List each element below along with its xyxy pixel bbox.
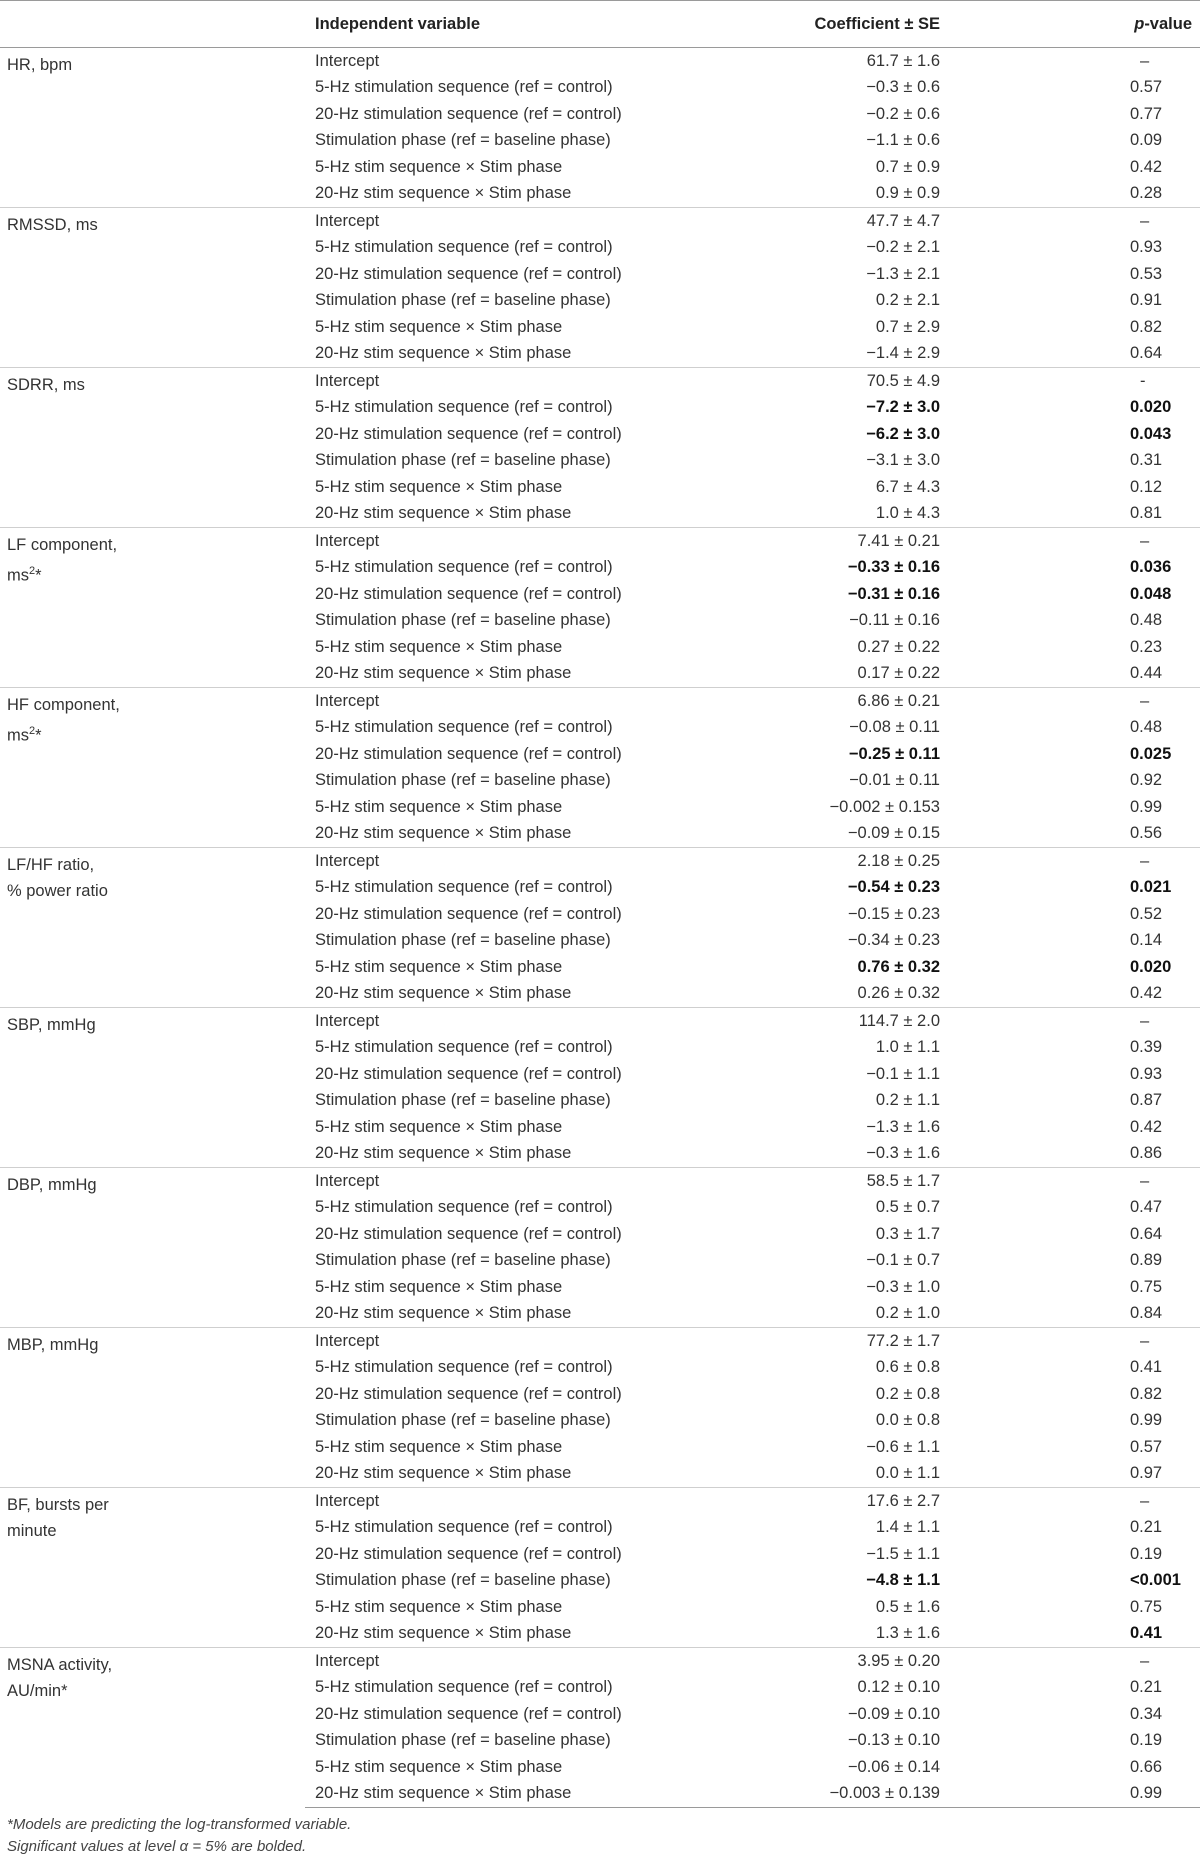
dependent-variable-label bbox=[0, 528, 305, 688]
p-value-cell: 0.048 bbox=[1130, 584, 1172, 603]
independent-variable-cell: Intercept bbox=[305, 1008, 800, 1035]
p-value-cell: 0.99 bbox=[940, 1781, 1200, 1808]
independent-variable-cell: Intercept bbox=[305, 1168, 800, 1195]
footnote-log-transform: *Models are predicting the log-transformed variable. bbox=[7, 1816, 352, 1833]
table-header bbox=[0, 1, 1200, 48]
coefficient-cell: 0.9 ± 0.9 bbox=[875, 184, 940, 203]
p-value-cell: 0.31 bbox=[1130, 451, 1163, 470]
p-value-cell: 0.28 bbox=[1130, 184, 1163, 203]
p-value-cell: – bbox=[940, 1328, 1200, 1355]
table-row bbox=[0, 1488, 1200, 1515]
p-value-cell: – bbox=[940, 848, 1200, 875]
coefficient-cell: 114.7 ± 2.0 bbox=[800, 1008, 940, 1035]
independent-variable-cell: Stimulation phase (ref = baseline phase) bbox=[315, 291, 611, 310]
dependent-variable-line1: RMSSD, ms bbox=[7, 216, 98, 234]
dependent-variable-line2 bbox=[7, 1518, 305, 1544]
p-value-cell: 0.036 bbox=[1130, 558, 1172, 577]
independent-variable-cell: 20-Hz stimulation sequence (ref = control) bbox=[315, 904, 622, 923]
coefficient-cell: −0.09 ± 0.15 bbox=[847, 824, 940, 843]
coefficient-cell: −1.1 ± 0.6 bbox=[866, 131, 940, 150]
dependent-variable-label bbox=[0, 1488, 305, 1648]
dependent-variable-line1: HR, bpm bbox=[7, 56, 73, 74]
p-value-cell: – bbox=[940, 528, 1200, 555]
p-value-cell: 0.42 bbox=[1130, 984, 1163, 1003]
coefficient-cell: 0.6 ± 0.8 bbox=[875, 1358, 940, 1377]
coefficient-cell: 70.5 ± 4.9 bbox=[800, 368, 940, 395]
independent-variable-cell: Intercept bbox=[305, 528, 800, 555]
coefficient-cell: −0.2 ± 2.1 bbox=[866, 238, 940, 257]
dependent-variable-label bbox=[0, 48, 305, 208]
independent-variable-cell: 5-Hz stim sequence × Stim phase bbox=[315, 1757, 563, 1776]
coefficient-cell: 1.0 ± 4.3 bbox=[875, 504, 940, 523]
independent-variable-cell: 20-Hz stim sequence × Stim phase bbox=[305, 1781, 800, 1808]
coefficient-cell: −0.33 ± 0.16 bbox=[847, 558, 940, 577]
p-value-cell: 0.41 bbox=[1130, 1358, 1163, 1377]
dependent-variable-label bbox=[0, 1008, 305, 1168]
p-value-cell: 0.09 bbox=[1130, 131, 1163, 150]
independent-variable-cell: Intercept bbox=[305, 48, 800, 75]
p-value-cell: 0.82 bbox=[1130, 1384, 1163, 1403]
p-value-cell: 0.97 bbox=[1130, 1464, 1163, 1483]
p-value-cell: 0.77 bbox=[1130, 104, 1163, 123]
coefficient-header: Coefficient ± SE bbox=[800, 1, 940, 48]
coefficient-cell: 61.7 ± 1.6 bbox=[800, 48, 940, 75]
p-value-cell: 0.021 bbox=[1130, 878, 1172, 897]
table-row bbox=[0, 1008, 1200, 1035]
table-row bbox=[0, 1168, 1200, 1195]
p-value-cell: 0.84 bbox=[1130, 1304, 1163, 1323]
dependent-variable-label bbox=[0, 1168, 305, 1328]
coefficient-cell: −0.31 ± 0.16 bbox=[847, 584, 940, 603]
independent-variable-cell: 20-Hz stimulation sequence (ref = control) bbox=[315, 1224, 622, 1243]
coefficient-cell: −0.15 ± 0.23 bbox=[847, 904, 940, 923]
independent-variable-cell: 5-Hz stimulation sequence (ref = control) bbox=[315, 558, 613, 577]
independent-variable-cell: 5-Hz stimulation sequence (ref = control) bbox=[315, 1198, 613, 1217]
table-row bbox=[0, 1648, 1200, 1675]
coefficient-cell: 0.5 ± 1.6 bbox=[875, 1597, 940, 1616]
coefficient-cell: 0.5 ± 0.7 bbox=[875, 1198, 940, 1217]
coefficient-cell: −3.1 ± 3.0 bbox=[866, 451, 940, 470]
p-value-cell: 0.52 bbox=[1130, 904, 1163, 923]
coefficient-cell: 0.27 ± 0.22 bbox=[857, 637, 940, 656]
table-row bbox=[0, 208, 1200, 235]
independent-variable-cell: 20-Hz stim sequence × Stim phase bbox=[315, 984, 572, 1003]
independent-variable-cell: 20-Hz stim sequence × Stim phase bbox=[315, 184, 572, 203]
p-value-cell: 0.66 bbox=[1130, 1757, 1163, 1776]
p-value-cell: 0.56 bbox=[1130, 824, 1163, 843]
independent-variable-cell: Stimulation phase (ref = baseline phase) bbox=[315, 1411, 611, 1430]
independent-variable-cell: 20-Hz stimulation sequence (ref = control) bbox=[315, 1384, 622, 1403]
independent-variable-cell: Stimulation phase (ref = baseline phase) bbox=[315, 771, 611, 790]
coefficient-cell: −0.6 ± 1.1 bbox=[866, 1437, 940, 1456]
coefficient-cell: 0.7 ± 2.9 bbox=[875, 317, 940, 336]
dependent-variable-unit: ms bbox=[7, 566, 29, 585]
independent-variable-cell: 20-Hz stim sequence × Stim phase bbox=[315, 664, 572, 683]
independent-variable-cell: 5-Hz stim sequence × Stim phase bbox=[315, 957, 563, 976]
dependent-variable-label bbox=[0, 208, 305, 368]
p-value-cell: 0.020 bbox=[1130, 957, 1172, 976]
independent-variable-cell: 20-Hz stim sequence × Stim phase bbox=[315, 1304, 572, 1323]
coefficient-cell: 1.4 ± 1.1 bbox=[875, 1518, 940, 1537]
independent-variable-cell: Stimulation phase (ref = baseline phase) bbox=[315, 931, 611, 950]
dependent-variable-unit: AU/min* bbox=[7, 1682, 68, 1700]
independent-variable-cell: 5-Hz stimulation sequence (ref = control) bbox=[315, 1038, 613, 1057]
dependent-variable-line1: LF component, bbox=[7, 536, 118, 554]
independent-variable-cell: 5-Hz stim sequence × Stim phase bbox=[315, 1117, 563, 1136]
independent-variable-cell: 20-Hz stimulation sequence (ref = control) bbox=[315, 264, 622, 283]
coefficient-cell: 0.26 ± 0.32 bbox=[857, 984, 940, 1003]
p-value-cell: 0.93 bbox=[1130, 238, 1163, 257]
independent-variable-cell: 5-Hz stimulation sequence (ref = control) bbox=[315, 78, 613, 97]
coefficient-cell: 0.2 ± 2.1 bbox=[875, 291, 940, 310]
dependent-variable-line2 bbox=[7, 558, 305, 589]
coefficient-cell: 0.2 ± 1.1 bbox=[875, 1091, 940, 1110]
coefficient-cell: −1.3 ± 2.1 bbox=[866, 264, 940, 283]
independent-variable-cell: Intercept bbox=[305, 688, 800, 715]
p-value-cell: 0.82 bbox=[1130, 317, 1163, 336]
unit-asterisk: * bbox=[35, 566, 42, 585]
header-row bbox=[0, 1, 1200, 48]
p-value-cell: 0.75 bbox=[1130, 1277, 1163, 1296]
dependent-variable-line1: SDRR, ms bbox=[7, 376, 85, 394]
p-value-cell: 0.34 bbox=[1130, 1704, 1163, 1723]
dependent-variable-unit: minute bbox=[7, 1522, 57, 1540]
dependent-variable-label bbox=[0, 1648, 305, 1808]
coefficient-cell: 6.86 ± 0.21 bbox=[800, 688, 940, 715]
coefficient-cell: −0.08 ± 0.11 bbox=[849, 718, 940, 737]
p-value-header-suffix: -value bbox=[1144, 14, 1192, 33]
coefficient-cell: −0.3 ± 1.6 bbox=[866, 1144, 940, 1163]
table-row bbox=[0, 368, 1200, 395]
dependent-variable-unit: % power ratio bbox=[7, 882, 108, 900]
table-row bbox=[0, 1328, 1200, 1355]
unit-superscript: 2 bbox=[29, 725, 36, 737]
coefficient-cell: 47.7 ± 4.7 bbox=[800, 208, 940, 235]
table-row bbox=[0, 848, 1200, 875]
independent-variable-cell: 5-Hz stim sequence × Stim phase bbox=[315, 477, 563, 496]
table-row bbox=[0, 528, 1200, 555]
independent-variable-cell: 5-Hz stimulation sequence (ref = control) bbox=[315, 878, 613, 897]
coefficient-cell: 0.12 ± 0.10 bbox=[857, 1678, 940, 1697]
coefficient-cell: 0.7 ± 0.9 bbox=[875, 157, 940, 176]
independent-variable-header: Independent variable bbox=[305, 1, 800, 48]
dependent-variable-label bbox=[0, 1328, 305, 1488]
independent-variable-cell: 5-Hz stim sequence × Stim phase bbox=[315, 1597, 563, 1616]
coefficient-cell: −0.2 ± 0.6 bbox=[866, 104, 940, 123]
dependent-variable-line1: BF, bursts per bbox=[7, 1496, 109, 1514]
coefficient-cell: −0.25 ± 0.11 bbox=[848, 744, 940, 763]
p-value-cell: 0.87 bbox=[1130, 1091, 1163, 1110]
independent-variable-cell: 5-Hz stim sequence × Stim phase bbox=[315, 157, 563, 176]
dependent-variable-line1: DBP, mmHg bbox=[7, 1176, 97, 1194]
p-value-cell: 0.48 bbox=[1130, 611, 1163, 630]
table-body bbox=[0, 48, 1200, 1808]
coefficient-cell: −0.01 ± 0.11 bbox=[849, 771, 940, 790]
independent-variable-cell: 5-Hz stimulation sequence (ref = control) bbox=[315, 238, 613, 257]
independent-variable-cell: 20-Hz stimulation sequence (ref = control) bbox=[315, 1544, 622, 1563]
unit-superscript: 2 bbox=[29, 565, 36, 577]
independent-variable-cell: 20-Hz stimulation sequence (ref = control) bbox=[315, 104, 622, 123]
p-value-cell: 0.23 bbox=[1130, 637, 1163, 656]
p-value-cell: 0.64 bbox=[1130, 1224, 1163, 1243]
independent-variable-cell: Stimulation phase (ref = baseline phase) bbox=[315, 131, 611, 150]
p-value-cell: – bbox=[940, 48, 1200, 75]
p-value-cell: 0.39 bbox=[1130, 1038, 1163, 1057]
independent-variable-cell: Stimulation phase (ref = baseline phase) bbox=[315, 1091, 611, 1110]
coefficient-cell: −0.09 ± 0.10 bbox=[847, 1704, 940, 1723]
independent-variable-cell: 20-Hz stim sequence × Stim phase bbox=[315, 1624, 572, 1643]
unit-asterisk: * bbox=[35, 726, 42, 745]
independent-variable-cell: 5-Hz stim sequence × Stim phase bbox=[315, 637, 563, 656]
independent-variable-cell: Intercept bbox=[305, 208, 800, 235]
independent-variable-cell: Intercept bbox=[305, 848, 800, 875]
independent-variable-cell: Stimulation phase (ref = baseline phase) bbox=[315, 1251, 611, 1270]
independent-variable-cell: Intercept bbox=[305, 1328, 800, 1355]
independent-variable-cell: 20-Hz stimulation sequence (ref = control) bbox=[315, 424, 622, 443]
p-value-cell: 0.93 bbox=[1130, 1064, 1163, 1083]
coefficient-cell: −1.4 ± 2.9 bbox=[866, 344, 940, 363]
independent-variable-cell: 5-Hz stimulation sequence (ref = control) bbox=[315, 1358, 613, 1377]
coefficient-cell: −0.54 ± 0.23 bbox=[847, 878, 940, 897]
p-value-cell: 0.99 bbox=[1130, 1411, 1163, 1430]
p-value-cell: 0.12 bbox=[1130, 477, 1163, 496]
coefficient-cell: 1.3 ± 1.6 bbox=[875, 1624, 940, 1643]
p-value-cell: <0.001 bbox=[1130, 1571, 1181, 1590]
coefficient-cell: 0.17 ± 0.22 bbox=[857, 664, 940, 683]
independent-variable-cell: Stimulation phase (ref = baseline phase) bbox=[315, 1571, 611, 1590]
dependent-variable-line1: SBP, mmHg bbox=[7, 1016, 96, 1034]
p-value-cell: 0.41 bbox=[1130, 1624, 1163, 1643]
coefficient-cell: −6.2 ± 3.0 bbox=[866, 424, 940, 443]
independent-variable-cell: 5-Hz stim sequence × Stim phase bbox=[315, 317, 563, 336]
p-value-cell: - bbox=[940, 368, 1200, 395]
independent-variable-cell: Stimulation phase (ref = baseline phase) bbox=[315, 611, 611, 630]
coefficient-cell: 3.95 ± 0.20 bbox=[800, 1648, 940, 1675]
coefficient-cell: −1.5 ± 1.1 bbox=[866, 1544, 940, 1563]
p-value-cell: 0.020 bbox=[1130, 398, 1172, 417]
independent-variable-cell: 20-Hz stim sequence × Stim phase bbox=[315, 1464, 572, 1483]
coefficient-cell: −0.13 ± 0.10 bbox=[847, 1731, 940, 1750]
dependent-variable-line1: MSNA activity, bbox=[7, 1656, 113, 1674]
coefficient-cell: 6.7 ± 4.3 bbox=[875, 477, 940, 496]
p-value-cell: 0.21 bbox=[1130, 1678, 1163, 1697]
coefficient-cell: 17.6 ± 2.7 bbox=[800, 1488, 940, 1515]
p-value-cell: 0.75 bbox=[1130, 1597, 1163, 1616]
independent-variable-cell: 20-Hz stim sequence × Stim phase bbox=[315, 824, 572, 843]
coefficient-cell: 77.2 ± 1.7 bbox=[800, 1328, 940, 1355]
independent-variable-cell: 5-Hz stimulation sequence (ref = control) bbox=[315, 1678, 613, 1697]
p-value-cell: 0.53 bbox=[1130, 264, 1163, 283]
p-value-cell: 0.48 bbox=[1130, 718, 1163, 737]
dependent-variable-label bbox=[0, 688, 305, 848]
coefficient-cell: 0.2 ± 1.0 bbox=[875, 1304, 940, 1323]
independent-variable-cell: Intercept bbox=[305, 368, 800, 395]
independent-variable-cell: 20-Hz stim sequence × Stim phase bbox=[315, 1144, 572, 1163]
independent-variable-cell: 5-Hz stim sequence × Stim phase bbox=[315, 1277, 563, 1296]
dependent-variable-line2 bbox=[7, 878, 305, 904]
coefficient-cell: −0.06 ± 0.14 bbox=[847, 1757, 940, 1776]
independent-variable-cell: 20-Hz stim sequence × Stim phase bbox=[315, 344, 572, 363]
dependent-variable-label bbox=[0, 368, 305, 528]
p-value-cell: 0.47 bbox=[1130, 1198, 1163, 1217]
table-row bbox=[0, 48, 1200, 75]
dependent-variable-line1: LF/HF ratio, bbox=[7, 856, 95, 874]
coefficient-cell: −4.8 ± 1.1 bbox=[866, 1571, 940, 1590]
coefficient-cell: 0.0 ± 1.1 bbox=[875, 1464, 940, 1483]
independent-variable-cell: Intercept bbox=[305, 1488, 800, 1515]
p-value-cell: – bbox=[940, 208, 1200, 235]
coefficient-cell: 2.18 ± 0.25 bbox=[800, 848, 940, 875]
p-value-cell: – bbox=[940, 1488, 1200, 1515]
independent-variable-cell: 5-Hz stimulation sequence (ref = control) bbox=[315, 1518, 613, 1537]
independent-variable-cell: 20-Hz stimulation sequence (ref = control) bbox=[315, 1064, 622, 1083]
coefficient-cell: 58.5 ± 1.7 bbox=[800, 1168, 940, 1195]
dependent-variable-line2 bbox=[7, 1678, 305, 1704]
p-value-cell: 0.89 bbox=[1130, 1251, 1163, 1270]
p-value-header-italic: p bbox=[1134, 14, 1145, 33]
coefficient-cell: 7.41 ± 0.21 bbox=[800, 528, 940, 555]
dependent-variable-label bbox=[0, 848, 305, 1008]
independent-variable-cell: Stimulation phase (ref = baseline phase) bbox=[315, 1731, 611, 1750]
coefficient-cell: −0.11 ± 0.16 bbox=[849, 611, 940, 630]
p-value-cell: 0.64 bbox=[1130, 344, 1163, 363]
independent-variable-cell: 5-Hz stim sequence × Stim phase bbox=[315, 797, 563, 816]
dependent-variable-line2 bbox=[7, 718, 305, 749]
table-footnotes bbox=[0, 1808, 1200, 1858]
coefficient-cell: 0.2 ± 0.8 bbox=[875, 1384, 940, 1403]
p-value-cell: 0.19 bbox=[1130, 1544, 1163, 1563]
p-value-cell: 0.14 bbox=[1130, 931, 1163, 950]
p-value-cell: 0.57 bbox=[1130, 78, 1163, 97]
p-value-cell: 0.42 bbox=[1130, 157, 1163, 176]
independent-variable-cell: 20-Hz stimulation sequence (ref = control) bbox=[315, 1704, 622, 1723]
coefficient-cell: 0.0 ± 0.8 bbox=[875, 1411, 940, 1430]
coefficient-cell: 0.76 ± 0.32 bbox=[857, 957, 940, 976]
p-value-cell: 0.92 bbox=[1130, 771, 1163, 790]
independent-variable-cell: Stimulation phase (ref = baseline phase) bbox=[315, 451, 611, 470]
p-value-header bbox=[940, 1, 1200, 48]
coefficient-cell: 0.3 ± 1.7 bbox=[875, 1224, 940, 1243]
coefficient-cell: −0.1 ± 0.7 bbox=[866, 1251, 940, 1270]
p-value-cell: 0.81 bbox=[1130, 504, 1163, 523]
p-value-cell: 0.44 bbox=[1130, 664, 1163, 683]
p-value-cell: – bbox=[940, 1648, 1200, 1675]
p-value-cell: 0.91 bbox=[1130, 291, 1163, 310]
independent-variable-cell: 5-Hz stimulation sequence (ref = control) bbox=[315, 398, 613, 417]
independent-variable-cell: 5-Hz stim sequence × Stim phase bbox=[315, 1437, 563, 1456]
dependent-variable-line1: HF component, bbox=[7, 696, 120, 714]
p-value-cell: 0.025 bbox=[1130, 744, 1172, 763]
p-value-cell: – bbox=[940, 688, 1200, 715]
p-value-cell: 0.043 bbox=[1130, 424, 1172, 443]
coefficient-cell: −0.3 ± 1.0 bbox=[866, 1277, 940, 1296]
coefficient-cell: −0.1 ± 1.1 bbox=[866, 1064, 940, 1083]
p-value-cell: 0.19 bbox=[1130, 1731, 1163, 1750]
coefficient-cell: −7.2 ± 3.0 bbox=[866, 398, 940, 417]
independent-variable-cell: Intercept bbox=[305, 1648, 800, 1675]
independent-variable-cell: 20-Hz stimulation sequence (ref = control) bbox=[315, 584, 622, 603]
coefficient-cell: −1.3 ± 1.6 bbox=[866, 1117, 940, 1136]
independent-variable-cell: 5-Hz stimulation sequence (ref = control) bbox=[315, 718, 613, 737]
dependent-variable-header bbox=[0, 1, 305, 48]
table-row bbox=[0, 688, 1200, 715]
dependent-variable-line1: MBP, mmHg bbox=[7, 1336, 99, 1354]
dependent-variable-unit: ms bbox=[7, 726, 29, 745]
independent-variable-cell: 20-Hz stim sequence × Stim phase bbox=[315, 504, 572, 523]
p-value-cell: 0.21 bbox=[1130, 1518, 1163, 1537]
coefficient-cell: −0.002 ± 0.153 bbox=[829, 797, 940, 816]
coefficient-cell: −0.3 ± 0.6 bbox=[866, 78, 940, 97]
coefficient-cell: −0.003 ± 0.139 bbox=[800, 1781, 940, 1808]
p-value-cell: – bbox=[940, 1168, 1200, 1195]
p-value-cell: 0.42 bbox=[1130, 1117, 1163, 1136]
p-value-cell: – bbox=[940, 1008, 1200, 1035]
p-value-cell: 0.86 bbox=[1130, 1144, 1163, 1163]
coefficient-cell: 1.0 ± 1.1 bbox=[875, 1038, 940, 1057]
p-value-cell: 0.99 bbox=[1130, 797, 1163, 816]
footnote-significance: Significant values at level α = 5% are bolded. bbox=[7, 1838, 307, 1855]
independent-variable-cell: 20-Hz stimulation sequence (ref = control) bbox=[315, 744, 622, 763]
coefficient-cell: −0.34 ± 0.23 bbox=[847, 931, 940, 950]
p-value-cell: 0.57 bbox=[1130, 1437, 1163, 1456]
